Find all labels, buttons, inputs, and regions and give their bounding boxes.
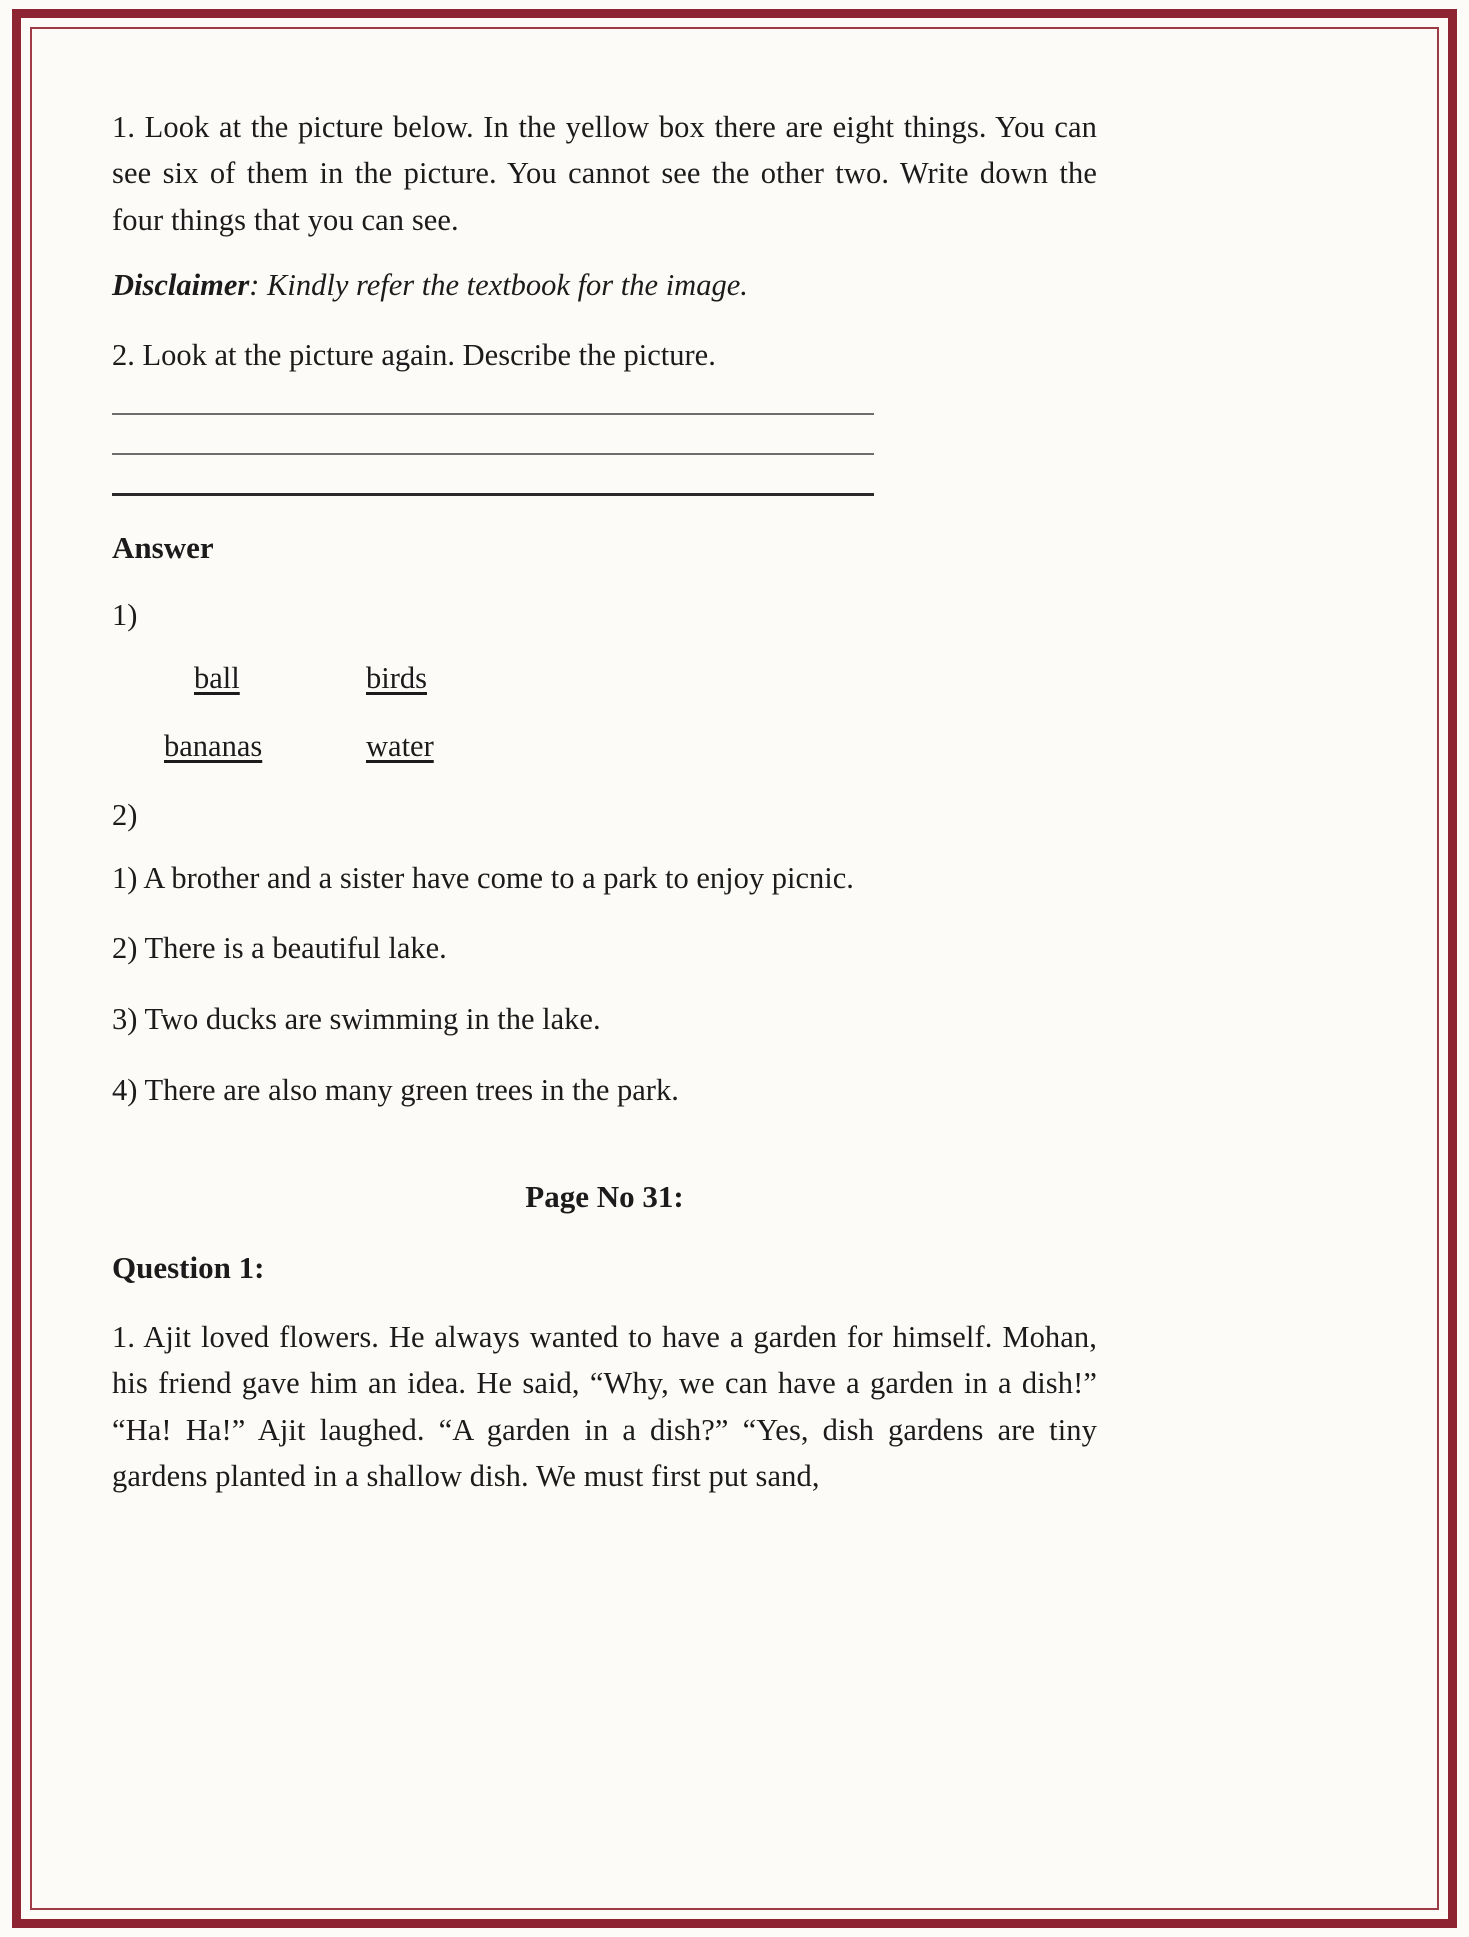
- answer-sentence-4: 4) There are also many green trees in the park.: [112, 1072, 679, 1107]
- word-ball: ball: [194, 660, 240, 695]
- word-water: water: [366, 729, 434, 764]
- question-2-text: 2. Look at the picture again. Describe the picture.: [112, 337, 716, 372]
- ruled-line-1: [112, 413, 874, 415]
- disclaimer-text: : Kindly refer the textbook for the image.: [249, 268, 748, 303]
- passage-text: 1. Ajit loved flowers. He always wanted to have a garden for himself. Mohan, his friend gave him an idea. He said, “Why, we can have a garden in a dish!” “Ha! Ha!” Ajit laughed. “A garden in a dish?” “Yes, dish gardens are tiny gardens planted in a shallow dish. We must first put sand,: [112, 1319, 1097, 1494]
- answer-ruled-lines: [112, 413, 874, 496]
- answer-marker-2: 2): [112, 797, 138, 832]
- word-row: [112, 657, 672, 700]
- word-bananas: bananas: [164, 729, 263, 764]
- disclaimer-label: Disclaimer: [112, 268, 250, 303]
- page-number-heading: Page No 31:: [525, 1179, 684, 1215]
- word-birds: birds: [366, 660, 427, 695]
- ruled-line-2: [112, 453, 874, 455]
- ruled-line-3: [112, 493, 874, 496]
- disclaimer-line: [112, 263, 1097, 309]
- question-1-text: 1. Look at the picture below. In the yellow box there are eight things. You can see six of them in the picture. You cannot see the other two. Write down the four things that you can see.: [112, 110, 1097, 237]
- question-heading: Question 1:: [112, 1249, 265, 1285]
- answer-sentence-3: 3) Two ducks are swimming in the lake.: [112, 1002, 601, 1036]
- word-answer-grid: [112, 657, 672, 768]
- answer-sentence-1: 1) A brother and a sister have come to a park to enjoy picnic.: [112, 860, 854, 895]
- word-row: [112, 725, 672, 768]
- answer-heading: Answer: [112, 529, 214, 565]
- answer-sentence-2: 2) There is a beautiful lake.: [112, 931, 447, 966]
- page-content: [112, 104, 1097, 1499]
- answer-marker-1: 1): [112, 597, 138, 632]
